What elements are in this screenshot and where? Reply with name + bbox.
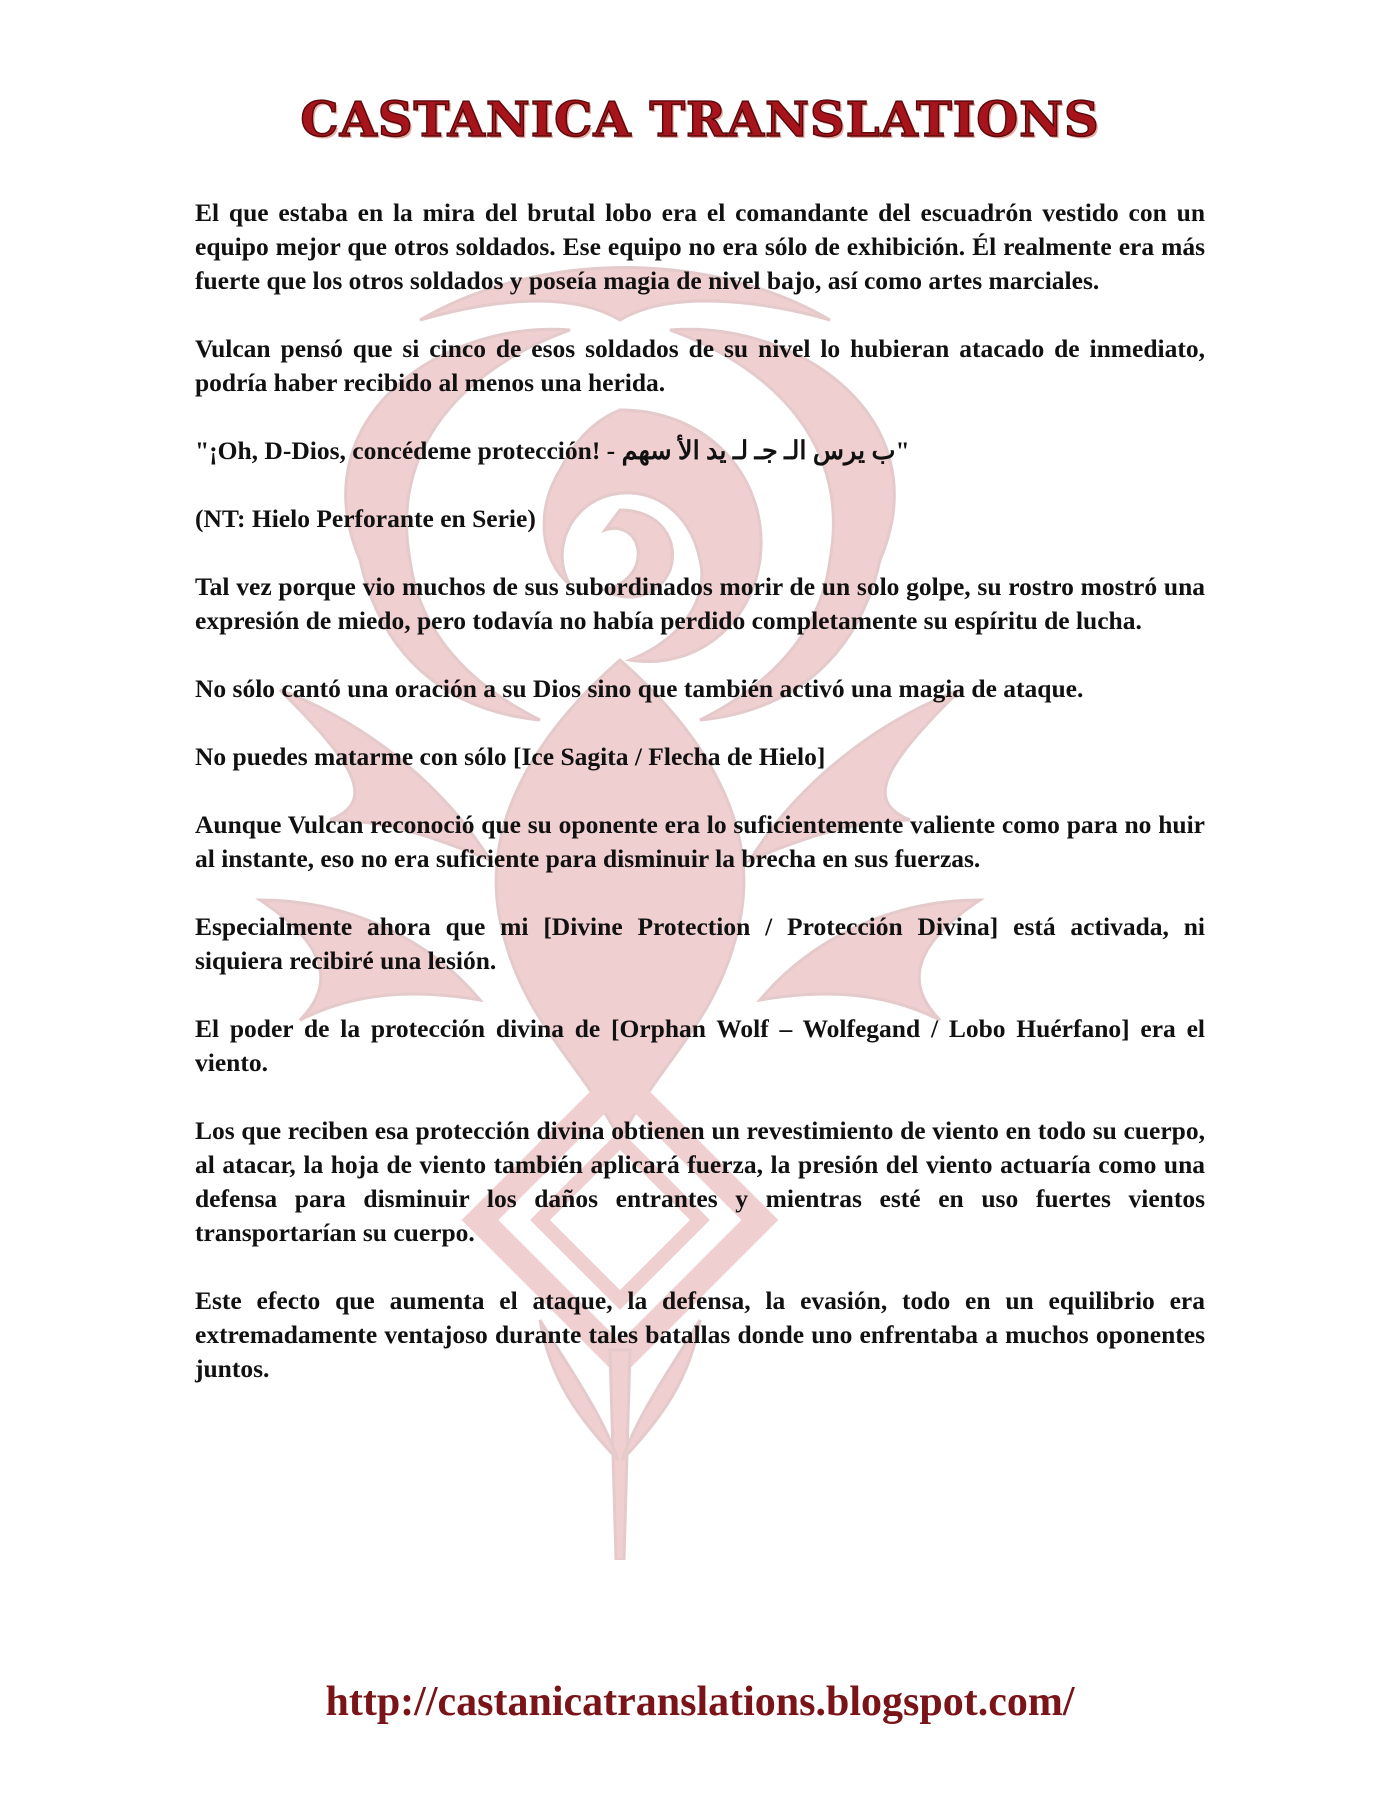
footer-url-link[interactable]: http://castanicatranslations.blogspot.com/ [325,1679,1075,1725]
paragraph: Este efecto que aumenta el ataque, la defensa, la evasión, todo en un equilibrio era extremadamente ventajoso durante tales batallas donde uno enfrentaba a muchos oponentes juntos. [195,1286,1205,1383]
paragraph: Vulcan pensó que si cinco de esos soldados de su nivel lo hubieran atacado de inmediato, podría haber recibido al menos una herida. [195,334,1205,397]
paragraph: Aunque Vulcan reconoció que su oponente era lo suficientemente valiente como para no huir al instante, eso no era suficiente para disminuir la brecha en sus fuerzas. [195,810,1205,873]
paragraph: El que estaba en la mira del brutal lobo era el comandante del escuadrón vestido con un equipo mejor que otros soldados. Ese equipo no era sólo de exhibición. Él realmente era más fuerte que los otros soldados y poseía magia de nivel bajo, así como artes marciales. [195,198,1205,295]
paragraph: Tal vez porque vio muchos de sus subordinados morir de un solo golpe, su rostro mostró una expresión de miedo, pero todavía no había perdido completamente su espíritu de lucha. [195,572,1205,635]
paragraph: El poder de la protección divina de [Orphan Wolf – Wolfegand / Lobo Huérfano] era el viento. [195,1014,1205,1077]
paragraph: "¡Oh, D-Dios, concédeme protección! - ب يرس الـ جـ لـ يد الأ سهم" [195,436,910,465]
paragraph: Los que reciben esa protección divina obtienen un revestimiento de viento en todo su cuerpo, al atacar, la hoja de viento también aplicará fuerza, la presión del viento actuaría como una defensa para disminuir los daños entrantes y mientras esté en uso fuertes vientos transportarían su cuerpo. [195,1116,1205,1247]
paragraph: No sólo cantó una oración a su Dios sino que también activó una magia de ataque. [195,674,1084,703]
paragraph: Especialmente ahora que mi [Divine Protection / Protección Divina] está activada, ni siquiera recibiré una lesión. [195,912,1205,975]
page-title: CASTANICA TRANSLATIONS [300,92,1100,148]
paragraph: No puedes matarme con sólo [Ice Sagita / Flecha de Hielo] [195,742,826,771]
document-body [195,196,1205,1420]
paragraph: (NT: Hielo Perforante en Serie) [195,504,536,533]
